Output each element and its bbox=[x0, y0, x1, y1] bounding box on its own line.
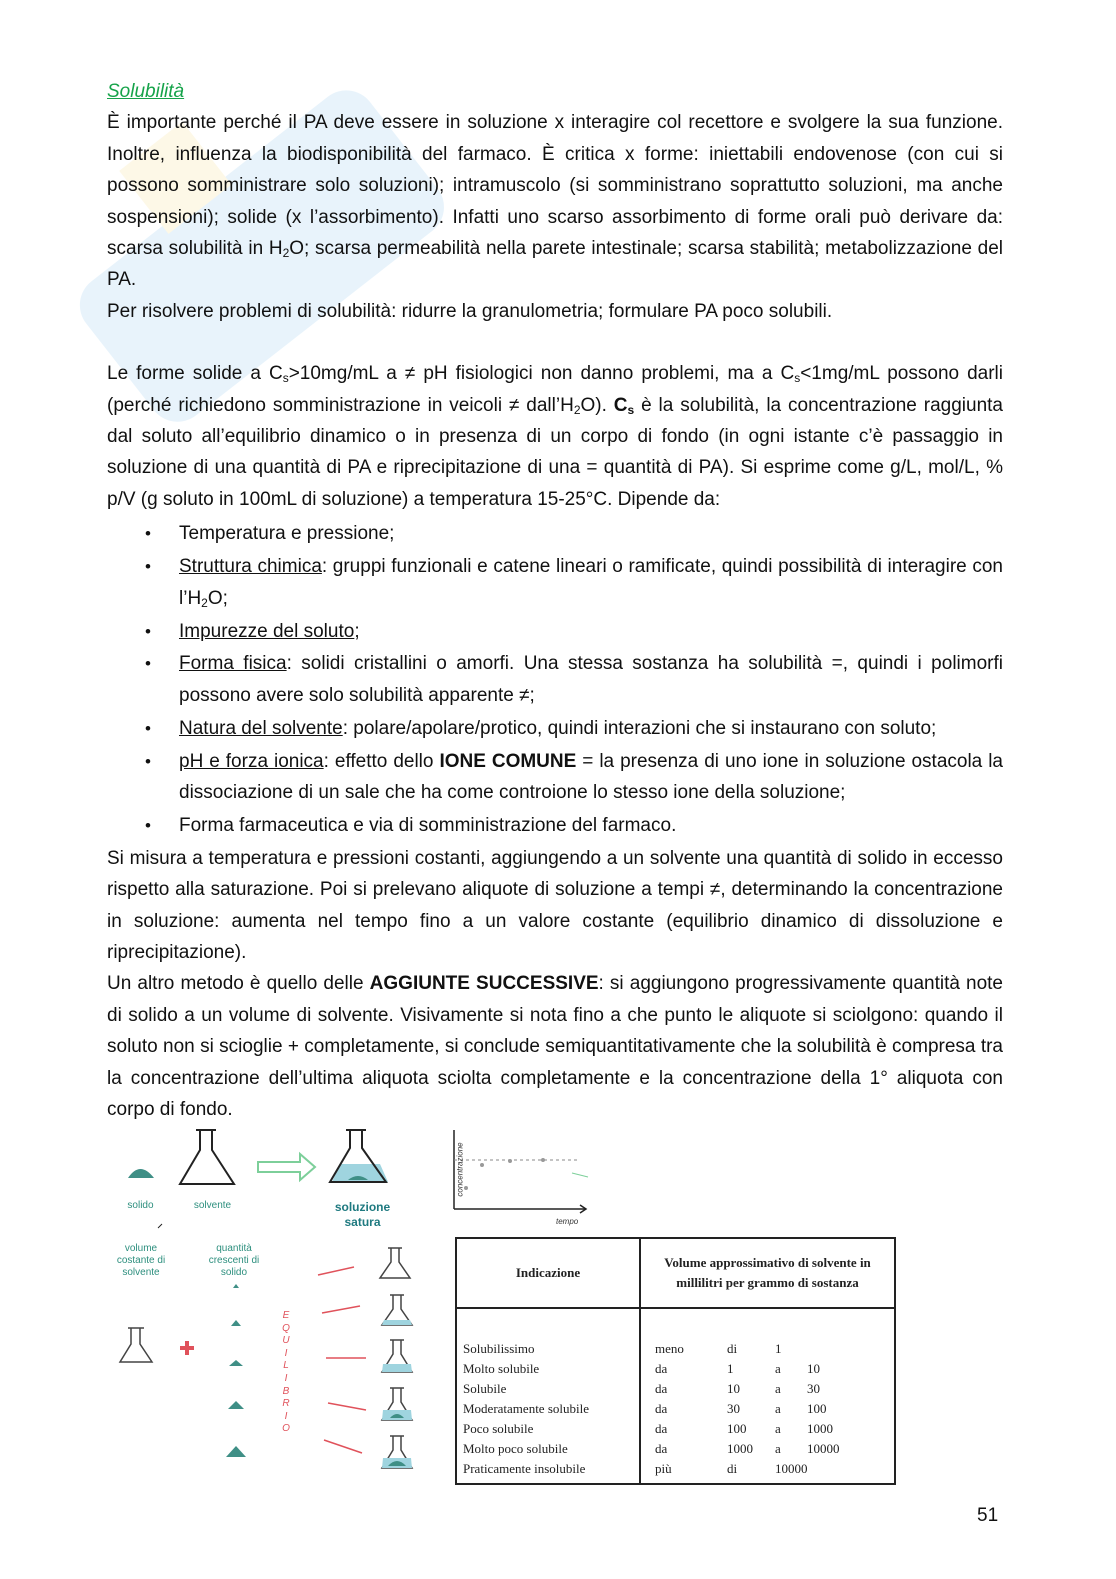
list-item: • Forma farmaceutica e via di somministrazione del farmaco. bbox=[107, 810, 1003, 841]
solid-pile-icon bbox=[229, 1360, 243, 1366]
table-row: Solubilissimo bbox=[463, 1341, 535, 1356]
paragraph-measure: Si misura a temperatura e pressioni costanti, aggiungendo a un solvente una quantità di solido in eccesso rispetto alla saturazione. Poi si prelevano aliquote di soluzione a tempi ≠, determinando la concentrazione in soluzione: aumenta nel tempo fino a un valore costante (equilibrio dinamico di dissoluzione e riprecipitazione). bbox=[107, 847, 1003, 964]
table-row: Molto poco solubile bbox=[463, 1441, 568, 1456]
flask-empty-icon bbox=[120, 1328, 152, 1362]
table-header-volume: Volume approssimativo di solvente in millilitri per grammo di sostanza bbox=[640, 1238, 895, 1308]
arrow-right-icon bbox=[258, 1154, 315, 1180]
paragraph-cs-definition: Le forme solide a $C_s>10mg/mL$ a ≠ pH fisiologici non danno problemi, ma a $C_s<1mg/mL$ possono darli (perché richiedono somministrazione in veicoli ≠ $dall’H_2O$). $C_s$ è la solubilità, la concentrazione raggiunta dal soluto all’equilibrio dinamico o in presenza di un corpo di fondo (in ogni istante c’è passaggio in soluzione di una quantità di PA e riprecipitazione di una = quantità di PA). Si esprime come g/L, mol/L, % p/V (g soluto in 100mL di soluzione) a temperatura 15-25°C. Dipende da: bbox=[107, 363, 1003, 510]
table-values-cell bbox=[640, 1308, 895, 1484]
constant-volume-label: volume costante di solvente bbox=[116, 1243, 166, 1278]
table-header-indication: Indicazione bbox=[456, 1238, 640, 1308]
solid-pile-icon bbox=[128, 1169, 154, 1178]
solvent-label: solvente bbox=[193, 1200, 232, 1211]
solid-pile-icon bbox=[228, 1401, 244, 1409]
factors-list bbox=[107, 518, 1003, 841]
page-number: 51 bbox=[977, 1505, 999, 1526]
list-item: • Forma fisica: solidi cristallini o amorfi. Una stessa sostanza ha solubilità =, quindi i polimorfi possono avere solo solubilità apparente ≠; bbox=[107, 648, 1003, 711]
table-row: da 1 a 10 bbox=[655, 1361, 820, 1376]
x-axis-label: tempo bbox=[556, 1217, 579, 1226]
table-row: Praticamente insolubile bbox=[463, 1461, 586, 1476]
section-title: Solubilità bbox=[107, 81, 185, 102]
table-row: Solubile bbox=[463, 1381, 507, 1396]
paragraph-intro: È importante perché il PA deve essere in soluzione x interagire col recettore e svolgere la sua funzione. Inoltre, influenza la biodisponibilità del farmaco. È critica x forme: iniettabili endovenose (con cui si possono somministrare solo soluzioni); intramuscolo (si somministrano soprattutto soluzioni, ma anche sospensioni); solide (x l’assorbimento). Infatti uno scarso assorbimento di forme orali può derivare da: scarsa solubilità in $H_2O$; scarsa permeabilità nella parete intestinale; scarsa stabilità; metabolizzazione del PA. bbox=[107, 112, 1003, 291]
y-axis-label: concentrazione bbox=[455, 1142, 465, 1197]
table-row: da 100 a 1000 bbox=[655, 1421, 833, 1436]
table-row: da 1000 a 10000 bbox=[655, 1441, 840, 1456]
solid-label: solido bbox=[127, 1200, 154, 1211]
table-row: meno di 1 bbox=[655, 1341, 782, 1356]
list-item: • Temperatura e pressione; bbox=[107, 518, 1003, 549]
list-item: • Natura del solvente: polare/apolare/protico, quindi interazioni che si instaurano con soluto; bbox=[107, 713, 1003, 744]
paragraph-aggiunte: Un altro metodo è quello delle AGGIUNTE SUCCESSIVE: si aggiungono progressivamente quantità note di solido a un volume di solvente. Visivamente si nota fino a che punto le aliquote si sciolgono: quando il soluto non si scioglie + completamente, si conclude semiquantitativamente che la solubilità è compresa tra la concentrazione dell’ultima aliquota sciolta completamente e la concentrazione della 1° aliquota con corpo di fondo. bbox=[107, 973, 1004, 1121]
table-row: da 10 a 30 bbox=[655, 1381, 820, 1396]
paragraph-solutions: Per risolvere problemi di solubilità: ridurre la granulometria; formulare PA poco solubili. bbox=[107, 300, 833, 322]
solid-pile-icon bbox=[226, 1446, 246, 1457]
table-row: Poco solubile bbox=[463, 1421, 534, 1436]
solid-pile-icon bbox=[233, 1284, 239, 1288]
flask-solvent-icon bbox=[180, 1130, 234, 1184]
solubility-table bbox=[455, 1237, 896, 1485]
table-row: Moderatamente solubile bbox=[463, 1401, 589, 1416]
equilibrium-label: E Q U I L I B R I O bbox=[282, 1310, 290, 1435]
flask-column bbox=[380, 1248, 412, 1468]
list-item: • Struttura chimica: gruppi funzionali e catene lineari o ramificate, quindi possibilità di interagire con $l’H_2O$; bbox=[107, 551, 1003, 614]
plus-icon bbox=[180, 1341, 194, 1355]
increasing-solid-label: quantità crescenti di solido bbox=[208, 1243, 260, 1278]
solid-pile-icon bbox=[231, 1320, 241, 1326]
list-item: • pH e forza ionica: effetto dello IONE COMUNE = la presenza di uno ione in soluzione ostacola la dissociazione di un sale che ha come controione lo stesso ione della soluzione; bbox=[107, 746, 1003, 809]
table-row: da 30 a 100 bbox=[655, 1401, 827, 1416]
concentration-graph bbox=[440, 1125, 600, 1230]
table-names-cell bbox=[456, 1308, 640, 1484]
saturated-solution-label: soluzione satura bbox=[334, 1200, 391, 1229]
list-item: • Impurezze del soluto; bbox=[107, 616, 1003, 647]
red-arrows bbox=[318, 1267, 366, 1453]
table-row: Molto solubile bbox=[463, 1361, 540, 1376]
table-row: più di 10000 bbox=[655, 1461, 808, 1476]
flask-saturated-icon bbox=[330, 1130, 388, 1182]
body-text bbox=[107, 76, 1003, 1126]
